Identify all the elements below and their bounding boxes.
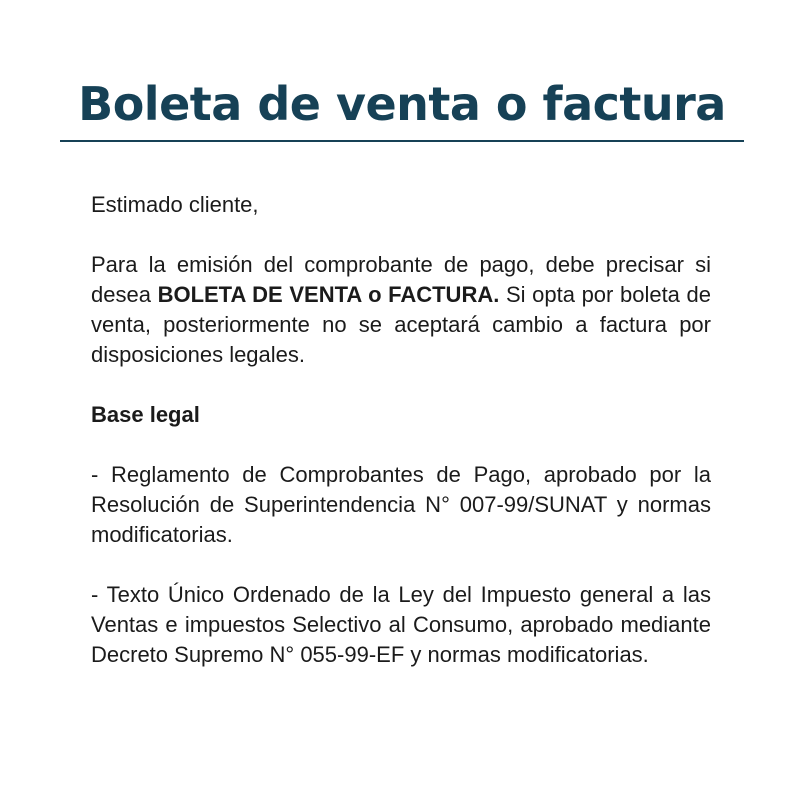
intro-paragraph [91, 250, 711, 370]
intro-emphasis: BOLETA DE VENTA o FACTURA. [157, 282, 500, 307]
page-title: Boleta de venta o factura [78, 77, 726, 131]
legal-item: - Texto Único Ordenado de la Ley del Impuesto general a las Ventas e impuestos Selectivo al Consumo, aprobado mediante Decreto Supremo N° 055-99-EF y normas modificatorias. [91, 582, 711, 667]
legal-item: - Reglamento de Comprobantes de Pago, aprobado por la Resolución de Superintendencia N° 007-99/SUNAT y normas modificatorias. [91, 462, 711, 547]
notice-body [91, 190, 711, 670]
greeting-text: Estimado cliente, [91, 192, 259, 217]
intro-text-end: Si opta por boleta de venta, posteriormente no se aceptará cambio a factura por disposiciones legales. [91, 282, 712, 367]
legal-heading: Base legal [91, 402, 200, 427]
title-divider [60, 140, 744, 142]
intro-text-start: Para la emisión del comprobante de pago, debe precisar si desea [91, 252, 711, 307]
